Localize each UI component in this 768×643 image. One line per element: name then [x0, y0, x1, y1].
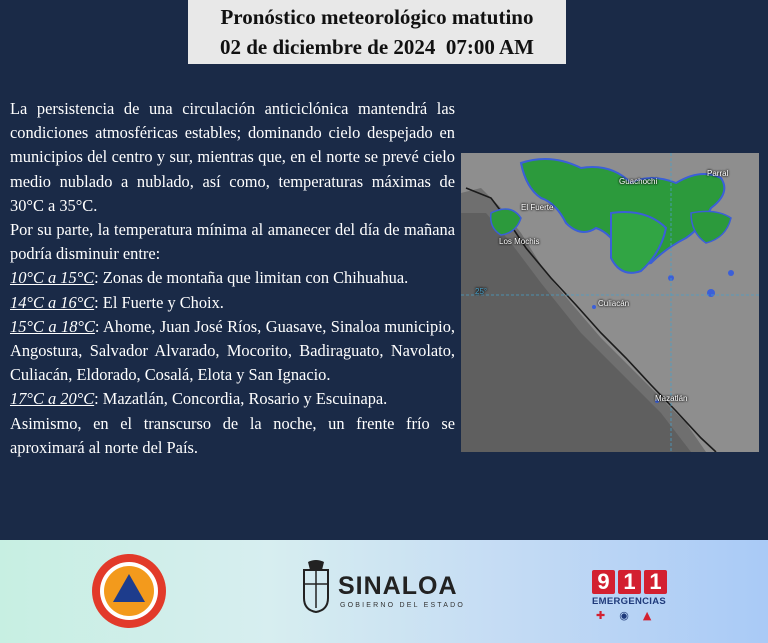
map-label-parral: Parral [707, 169, 729, 178]
time: 07:00 AM [445, 35, 534, 59]
map-label-el-fuerte: El Fuerte [521, 203, 554, 212]
map-label-latitude: 25° [475, 287, 488, 296]
medical-cross-icon: ✚ [596, 609, 606, 622]
paragraph-minimum-intro: Por su parte, la temperatura mínima al amanecer del día de mañana podría disminuir entre: [10, 220, 455, 264]
proteccion-civil-icon [90, 552, 168, 630]
digit: 1 [644, 570, 667, 594]
range-item [10, 266, 455, 290]
range-text: : Ahome, Juan José Ríos, Guasave, Sinaloa municipio, Angostura, Salvador Alvarado, Mocorito, Badiraguato, Navolato, Culiacán, Eldorado, Cosalá, Elota y San Ignacio. [10, 316, 455, 385]
sinaloa-logo [296, 558, 466, 618]
range-item [10, 387, 455, 411]
gobierno-text: GOBIERNO DEL ESTADO [340, 602, 466, 609]
range-label: 14°C a 16°C [10, 292, 95, 312]
footer-logos [0, 540, 768, 643]
range-label: 10°C a 15°C [10, 268, 95, 288]
range-text: : Mazatlán, Concordia, Rosario y Escuinapa. [94, 389, 388, 409]
range-item [10, 315, 455, 388]
satellite-map [461, 153, 759, 452]
map-label-los-mochis: Los Mochis [499, 237, 540, 246]
digits-911 [592, 570, 672, 594]
emergencias-label: EMERGENCIAS [592, 596, 667, 607]
range-text: : El Fuerte y Choix. [94, 292, 224, 312]
page-title: Pronóstico meteorológico matutino [220, 5, 534, 29]
map-label-culiacan: Culiacán [598, 299, 630, 308]
map-label-mazatlan: Mazatlán [655, 394, 688, 403]
emergency-icons [592, 609, 672, 622]
range-item [10, 291, 455, 315]
title-banner [188, 0, 566, 64]
emergencias-911-logo [592, 570, 672, 626]
proteccion-civil-logo [90, 552, 168, 630]
range-label: 17°C a 20°C [10, 389, 95, 409]
coat-of-arms-icon [298, 558, 334, 614]
sinaloa-wordmark: SINALOA [338, 572, 458, 600]
paragraph-cold-front: Asimismo, en el transcurso de la noche, un frente frío se aproximará al norte del País. [10, 413, 455, 457]
range-label: 15°C a 18°C [10, 316, 95, 336]
date-time [188, 32, 566, 62]
map-label-guachochi: Guachochi [619, 177, 658, 186]
fire-icon: ▲ [642, 609, 652, 622]
range-text: : Zonas de montaña que limitan con Chihuahua. [94, 268, 409, 288]
police-icon: ◉ [619, 609, 629, 622]
paragraph-synopsis: La persistencia de una circulación anticiclónica mantendrá las condiciones atmosféricas estables; dominando cielo despejado en municipios del centro y sur, mientras que, en el norte se prevé cielo medio nublado a nublado, así como, temperaturas máximas de 30°C a 35°C. [10, 99, 455, 215]
digit: 1 [618, 570, 641, 594]
forecast-text [10, 97, 455, 460]
date: 02 de diciembre de 2024 [219, 35, 436, 59]
digit: 9 [592, 570, 615, 594]
